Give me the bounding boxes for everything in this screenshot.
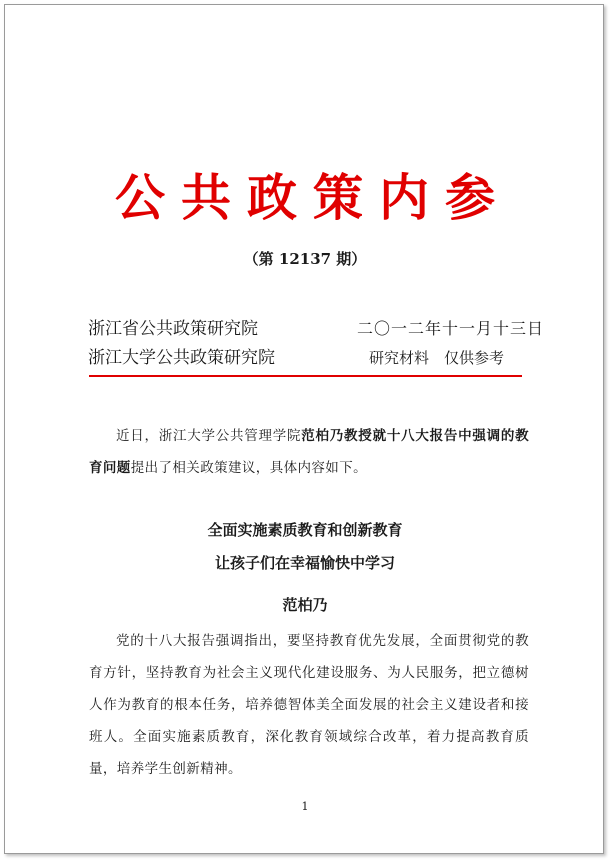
- publish-date: 二〇一二年十一月十三日: [357, 319, 545, 338]
- article-body: [89, 625, 529, 785]
- intro-suffix: 提出了相关政策建议，具体内容如下。: [130, 460, 368, 476]
- document-page: [4, 4, 604, 854]
- article-title-line1: 全面实施素质教育和创新教育: [207, 521, 403, 539]
- article-author: 范柏乃: [282, 596, 328, 614]
- intro-paragraph: [89, 420, 529, 484]
- intro-prefix: 近日，浙江大学公共管理学院: [116, 428, 302, 444]
- issue-number: （第 12137 期）: [243, 250, 367, 268]
- publisher-zhejiang-province: 浙江省公共政策研究院: [88, 319, 258, 339]
- publisher-zhejiang-university: 浙江大学公共政策研究院: [88, 348, 275, 368]
- page-number: 1: [301, 800, 309, 813]
- intro-highlight: 范柏乃教授就十八大报告中强调的教育问题: [89, 428, 529, 476]
- article-title-line2: 让孩子们在幸福愉快中学习: [214, 554, 395, 572]
- reference-note: 研究材料 仅供参考: [369, 349, 505, 367]
- publication-title: 公共政策内参: [115, 168, 511, 227]
- body-paragraph: 党的十八大报告强调指出，要坚持教育优先发展，全面贯彻党的教育方针，坚持教育为社会主义现代化建设服务、为人民服务，把立德树人作为教育的根本任务，培养德智体美全面发展的社会主义建设者和接班人。全面实施素质教育，深化教育领域综合改革，着力提高教育质量，培养学生创新精神。: [89, 633, 529, 777]
- header-divider: [89, 375, 522, 377]
